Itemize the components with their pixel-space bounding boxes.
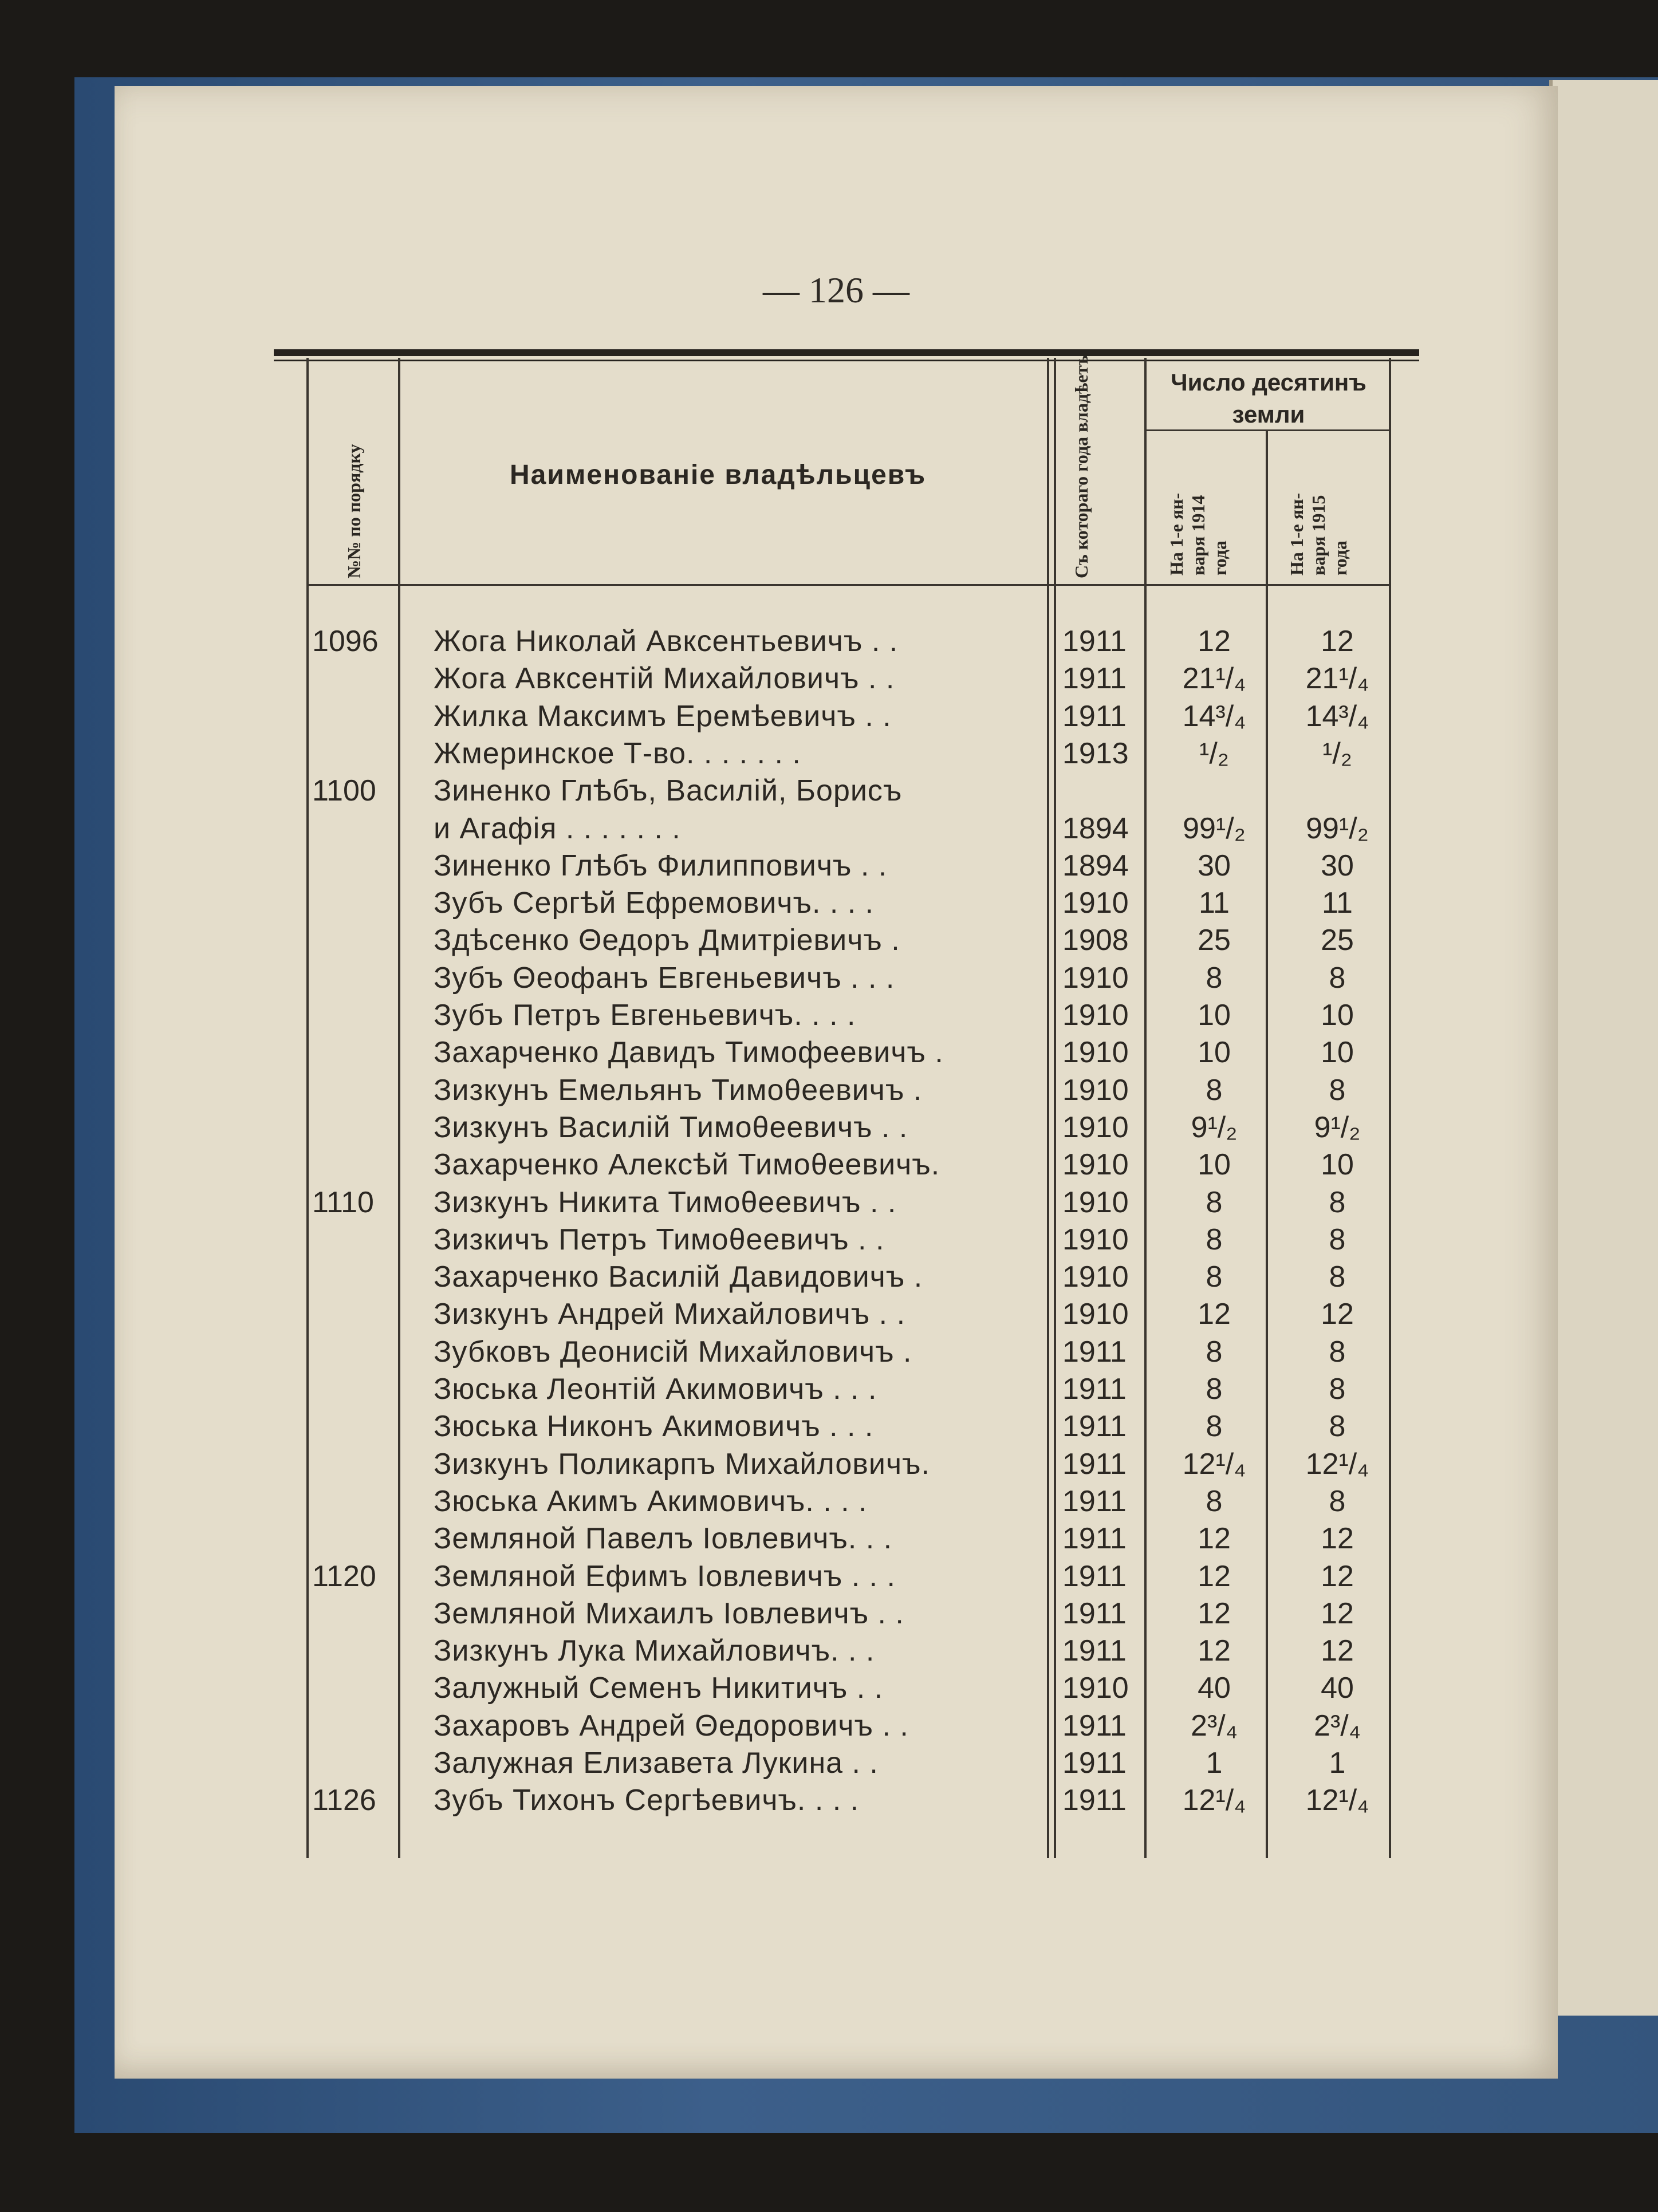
since-year: 1910 bbox=[1062, 1223, 1129, 1256]
since-year: 1911 bbox=[1062, 1709, 1127, 1742]
table-row bbox=[0, 1409, 1489, 1446]
table-row bbox=[0, 1634, 1489, 1671]
header-1914-line1: На 1-е ян- bbox=[1166, 492, 1187, 575]
since-year: 1910 bbox=[1062, 1036, 1129, 1070]
table-row bbox=[0, 1297, 1489, 1334]
since-year: 1911 bbox=[1062, 1746, 1127, 1780]
row-number: 1096 bbox=[312, 625, 379, 658]
owner-name: Жмеринское Т-во. . . . . . . bbox=[434, 736, 801, 770]
since-year: 1911 bbox=[1062, 1447, 1127, 1481]
desyatin-1914: 25 bbox=[1198, 924, 1231, 957]
owner-name: Зюська Леонтій Акимовичъ . . . bbox=[434, 1373, 877, 1406]
desyatin-1914: 9¹/₂ bbox=[1191, 1110, 1238, 1144]
header-1914-line2: варя 1914 bbox=[1188, 495, 1208, 575]
desyatin-1915: 25 bbox=[1321, 924, 1354, 957]
table-row bbox=[0, 1484, 1489, 1521]
table-row bbox=[0, 1372, 1489, 1409]
desyatin-1915: 40 bbox=[1321, 1671, 1354, 1705]
owner-name: Зизкунъ Емельянъ Тимоθеевичъ . bbox=[434, 1073, 923, 1107]
header-group-line2: земли bbox=[1232, 401, 1305, 428]
desyatin-1915: 10 bbox=[1321, 1148, 1354, 1182]
desyatin-1915: 8 bbox=[1329, 1335, 1346, 1369]
desyatin-1915: 30 bbox=[1321, 849, 1354, 882]
table-row bbox=[0, 774, 1489, 811]
owner-name: Зизкунъ Василій Тимоθеевичъ . . bbox=[434, 1110, 908, 1144]
since-year: 1911 bbox=[1062, 662, 1127, 696]
owner-name: Зизкичъ Петръ Тимоθеевичъ . . bbox=[434, 1223, 885, 1256]
table-row bbox=[0, 923, 1489, 960]
owner-name: Зубъ Тихонъ Сергѣевичъ. . . . bbox=[434, 1784, 860, 1817]
desyatin-1914: 8 bbox=[1206, 1260, 1223, 1294]
owner-name: Залужная Елизавета Лукина . . bbox=[434, 1746, 879, 1780]
since-year: 1910 bbox=[1062, 1298, 1129, 1331]
table-row bbox=[0, 1671, 1489, 1708]
desyatin-1914: 8 bbox=[1206, 961, 1223, 995]
since-year: 1911 bbox=[1062, 1335, 1127, 1369]
desyatin-1914: 8 bbox=[1206, 1484, 1223, 1518]
desyatin-1915: 12 bbox=[1321, 1634, 1354, 1668]
desyatin-1915: 8 bbox=[1329, 1484, 1346, 1518]
table-row bbox=[0, 736, 1489, 774]
desyatin-1914: 12¹/₄ bbox=[1182, 1784, 1246, 1817]
desyatin-1915: 8 bbox=[1329, 1185, 1346, 1219]
desyatin-1915: 8 bbox=[1329, 1073, 1346, 1107]
desyatin-1914: 11 bbox=[1199, 886, 1230, 920]
table-row bbox=[0, 1223, 1489, 1260]
since-year: 1910 bbox=[1062, 999, 1129, 1032]
owner-name: Жога Авксентій Михайловичъ . . bbox=[434, 662, 895, 696]
since-year: 1894 bbox=[1062, 849, 1129, 882]
table-row bbox=[0, 1185, 1489, 1223]
table-row bbox=[0, 1709, 1489, 1746]
desyatin-1915: 12 bbox=[1321, 1522, 1354, 1556]
owner-name: Зизкунъ Андрей Михайловичъ . . bbox=[434, 1298, 906, 1331]
desyatin-1914: 8 bbox=[1206, 1073, 1223, 1107]
table-row bbox=[0, 811, 1489, 849]
desyatin-1915: 10 bbox=[1321, 999, 1354, 1032]
table-row bbox=[0, 1073, 1489, 1110]
owner-name: Зюська Акимъ Акимовичъ. . . . bbox=[434, 1484, 868, 1518]
since-year: 1911 bbox=[1062, 1596, 1127, 1630]
since-year: 1911 bbox=[1062, 1522, 1127, 1556]
table-row bbox=[0, 849, 1489, 886]
owner-name: Зиненко Глѣбъ Филипповичъ . . bbox=[434, 849, 888, 882]
owner-name: Захарченко Алексѣй Тимоθеевичъ. bbox=[434, 1148, 940, 1182]
desyatin-1914: 12¹/₄ bbox=[1182, 1447, 1246, 1481]
desyatin-1914: 12 bbox=[1198, 1596, 1231, 1630]
desyatin-1914: 12 bbox=[1198, 1522, 1231, 1556]
since-year: 1911 bbox=[1062, 1784, 1127, 1817]
since-year: 1911 bbox=[1062, 625, 1127, 658]
desyatin-1915: 8 bbox=[1329, 1410, 1346, 1444]
header-1915-line1: На 1-е ян- bbox=[1286, 492, 1307, 575]
since-year: 1910 bbox=[1062, 961, 1129, 995]
desyatin-1914: 8 bbox=[1206, 1335, 1223, 1369]
since-year: 1911 bbox=[1062, 1634, 1127, 1668]
desyatin-1915: 99¹/₂ bbox=[1306, 811, 1369, 845]
desyatin-1914: 10 bbox=[1198, 1036, 1231, 1070]
since-year: 1910 bbox=[1062, 1185, 1129, 1219]
row-number: 1120 bbox=[312, 1559, 376, 1593]
owner-name: Зюська Никонъ Акимовичъ . . . bbox=[434, 1410, 874, 1444]
desyatin-1915: 2³/₄ bbox=[1314, 1709, 1361, 1742]
desyatin-1915: 8 bbox=[1329, 1260, 1346, 1294]
desyatin-1914: 40 bbox=[1198, 1671, 1231, 1705]
desyatin-1914: 21¹/₄ bbox=[1182, 662, 1246, 696]
owner-name: Зубъ Петръ Евгеньевичъ. . . . bbox=[434, 999, 856, 1032]
desyatin-1915: 21¹/₄ bbox=[1305, 662, 1369, 696]
table-row bbox=[0, 1110, 1489, 1148]
header-1915 bbox=[1286, 493, 1351, 575]
owner-name: Зубъ Сергѣй Ефремовичъ. . . . bbox=[434, 886, 875, 920]
desyatin-1914: 10 bbox=[1198, 999, 1231, 1032]
table-row bbox=[0, 1148, 1489, 1185]
owner-name: Зизкунъ Никита Тимоθеевичъ . . bbox=[434, 1185, 897, 1219]
desyatin-1915: 14³/₄ bbox=[1305, 699, 1369, 733]
header-number: №№ по порядку bbox=[344, 444, 364, 578]
desyatin-1915: 12¹/₄ bbox=[1305, 1784, 1369, 1817]
desyatin-1914: 8 bbox=[1206, 1373, 1223, 1406]
page-number: — 126 — bbox=[763, 270, 909, 310]
owner-name: Жога Николай Авксентьевичъ . . bbox=[434, 625, 899, 658]
desyatin-1915: 10 bbox=[1321, 1036, 1354, 1070]
owner-name: Здѣсенко Θедоръ Дмитріевичъ . bbox=[434, 924, 900, 957]
since-year: 1910 bbox=[1062, 886, 1129, 920]
table-row bbox=[0, 699, 1489, 736]
owner-name: Земляной Павелъ Іовлевичъ. . . bbox=[434, 1522, 893, 1556]
owner-name: Земляной Михаилъ Іовлевичъ . . bbox=[434, 1596, 904, 1630]
owner-name: Залужный Семенъ Никитичъ . . bbox=[434, 1671, 884, 1705]
desyatin-1914: 12 bbox=[1198, 1634, 1231, 1668]
desyatin-1914: 2³/₄ bbox=[1191, 1709, 1238, 1742]
owner-name: Земляной Ефимъ Іовлевичъ . . . bbox=[434, 1559, 896, 1593]
header-bottom-rule bbox=[306, 584, 1391, 586]
desyatin-1915: 12 bbox=[1321, 1559, 1354, 1593]
table-row bbox=[0, 1260, 1489, 1297]
table-row bbox=[0, 998, 1489, 1035]
owner-name: Зизкунъ Поликарпъ Михайловичъ. bbox=[434, 1447, 930, 1481]
desyatin-1914: 12 bbox=[1198, 1559, 1231, 1593]
owner-name: Зиненко Глѣбъ, Василій, Борисъ bbox=[434, 774, 903, 808]
owner-name: и Агафія . . . . . . . bbox=[434, 811, 681, 845]
desyatin-1915: 8 bbox=[1329, 961, 1346, 995]
since-year: 1894 bbox=[1062, 811, 1129, 845]
table-row bbox=[0, 961, 1489, 998]
owner-name: Жилка Максимъ Еремѣевичъ . . bbox=[434, 699, 892, 733]
desyatin-1915: 12¹/₄ bbox=[1305, 1447, 1369, 1481]
since-year: 1910 bbox=[1062, 1148, 1129, 1182]
table-row bbox=[0, 661, 1489, 699]
row-number: 1126 bbox=[312, 1784, 376, 1817]
desyatin-1914: 14³/₄ bbox=[1182, 699, 1246, 733]
row-number: 1100 bbox=[312, 774, 376, 808]
row-number: 1110 bbox=[312, 1185, 374, 1219]
desyatin-1914: 10 bbox=[1198, 1148, 1231, 1182]
owner-name: Захарченко Давидъ Тимофеевичъ . bbox=[434, 1036, 944, 1070]
since-year: 1910 bbox=[1062, 1260, 1129, 1294]
header-1915-line2: варя 1915 bbox=[1308, 495, 1329, 575]
table-top-rule-thin bbox=[274, 360, 1419, 361]
header-group bbox=[1148, 366, 1389, 431]
table-row bbox=[0, 1559, 1489, 1596]
header-owners: Наименованіе владѣльцевъ bbox=[510, 460, 927, 490]
owner-name: Зубъ Θеофанъ Евгеньевичъ . . . bbox=[434, 961, 895, 995]
desyatin-1915: 11 bbox=[1322, 886, 1353, 920]
header-1914 bbox=[1165, 493, 1231, 575]
desyatin-1914: 99¹/₂ bbox=[1183, 811, 1246, 845]
desyatin-1915: 8 bbox=[1329, 1373, 1346, 1406]
owner-name: Захаровъ Андрей Θедоровичъ . . bbox=[434, 1709, 909, 1742]
facing-page-edge bbox=[1549, 80, 1658, 2016]
desyatin-1915: 8 bbox=[1329, 1223, 1346, 1256]
table-row bbox=[0, 1521, 1489, 1559]
since-year: 1910 bbox=[1062, 1073, 1129, 1107]
desyatin-1915: ¹/₂ bbox=[1322, 736, 1352, 770]
desyatin-1915: 12 bbox=[1321, 1298, 1354, 1331]
table-row bbox=[0, 1746, 1489, 1783]
owner-name: Зубковъ Деонисій Михайловичъ . bbox=[434, 1335, 912, 1369]
owner-name: Захарченко Василій Давидовичъ . bbox=[434, 1260, 923, 1294]
since-year: 1910 bbox=[1062, 1110, 1129, 1144]
header-group-line1: Число десятинъ bbox=[1171, 369, 1366, 396]
table-row bbox=[0, 1596, 1489, 1634]
since-year: 1910 bbox=[1062, 1671, 1129, 1705]
desyatin-1915: 9¹/₂ bbox=[1314, 1110, 1361, 1144]
table-row bbox=[0, 1335, 1489, 1372]
since-year: 1908 bbox=[1062, 924, 1129, 957]
table-row bbox=[0, 1035, 1489, 1073]
table-top-rule bbox=[274, 349, 1419, 356]
desyatin-1914: 8 bbox=[1206, 1223, 1223, 1256]
desyatin-1914: 12 bbox=[1198, 1298, 1231, 1331]
desyatin-1914: 8 bbox=[1206, 1185, 1223, 1219]
header-1915-line3: года bbox=[1330, 541, 1350, 575]
since-year: 1913 bbox=[1062, 736, 1129, 770]
desyatin-1914: 1 bbox=[1206, 1746, 1223, 1780]
since-year: 1911 bbox=[1062, 1559, 1127, 1593]
desyatin-1914: 30 bbox=[1198, 849, 1231, 882]
table-row bbox=[0, 624, 1489, 661]
since-year: 1911 bbox=[1062, 699, 1127, 733]
desyatin-1914: 8 bbox=[1206, 1410, 1223, 1444]
table-row bbox=[0, 886, 1489, 923]
since-year: 1911 bbox=[1062, 1373, 1127, 1406]
desyatin-1914: ¹/₂ bbox=[1199, 736, 1229, 770]
table-row bbox=[0, 1447, 1489, 1484]
table-row bbox=[0, 1783, 1489, 1820]
desyatin-1915: 1 bbox=[1329, 1746, 1346, 1780]
since-year: 1911 bbox=[1062, 1410, 1127, 1444]
desyatin-1915: 12 bbox=[1321, 1596, 1354, 1630]
header-since: Съ котораго года владѣетъ bbox=[1071, 355, 1092, 578]
desyatin-1914: 12 bbox=[1198, 625, 1231, 658]
header-1914-line3: года bbox=[1210, 541, 1230, 575]
since-year: 1911 bbox=[1062, 1484, 1127, 1518]
owner-name: Зизкунъ Лука Михайловичъ. . . bbox=[434, 1634, 875, 1668]
desyatin-1915: 12 bbox=[1321, 625, 1354, 658]
